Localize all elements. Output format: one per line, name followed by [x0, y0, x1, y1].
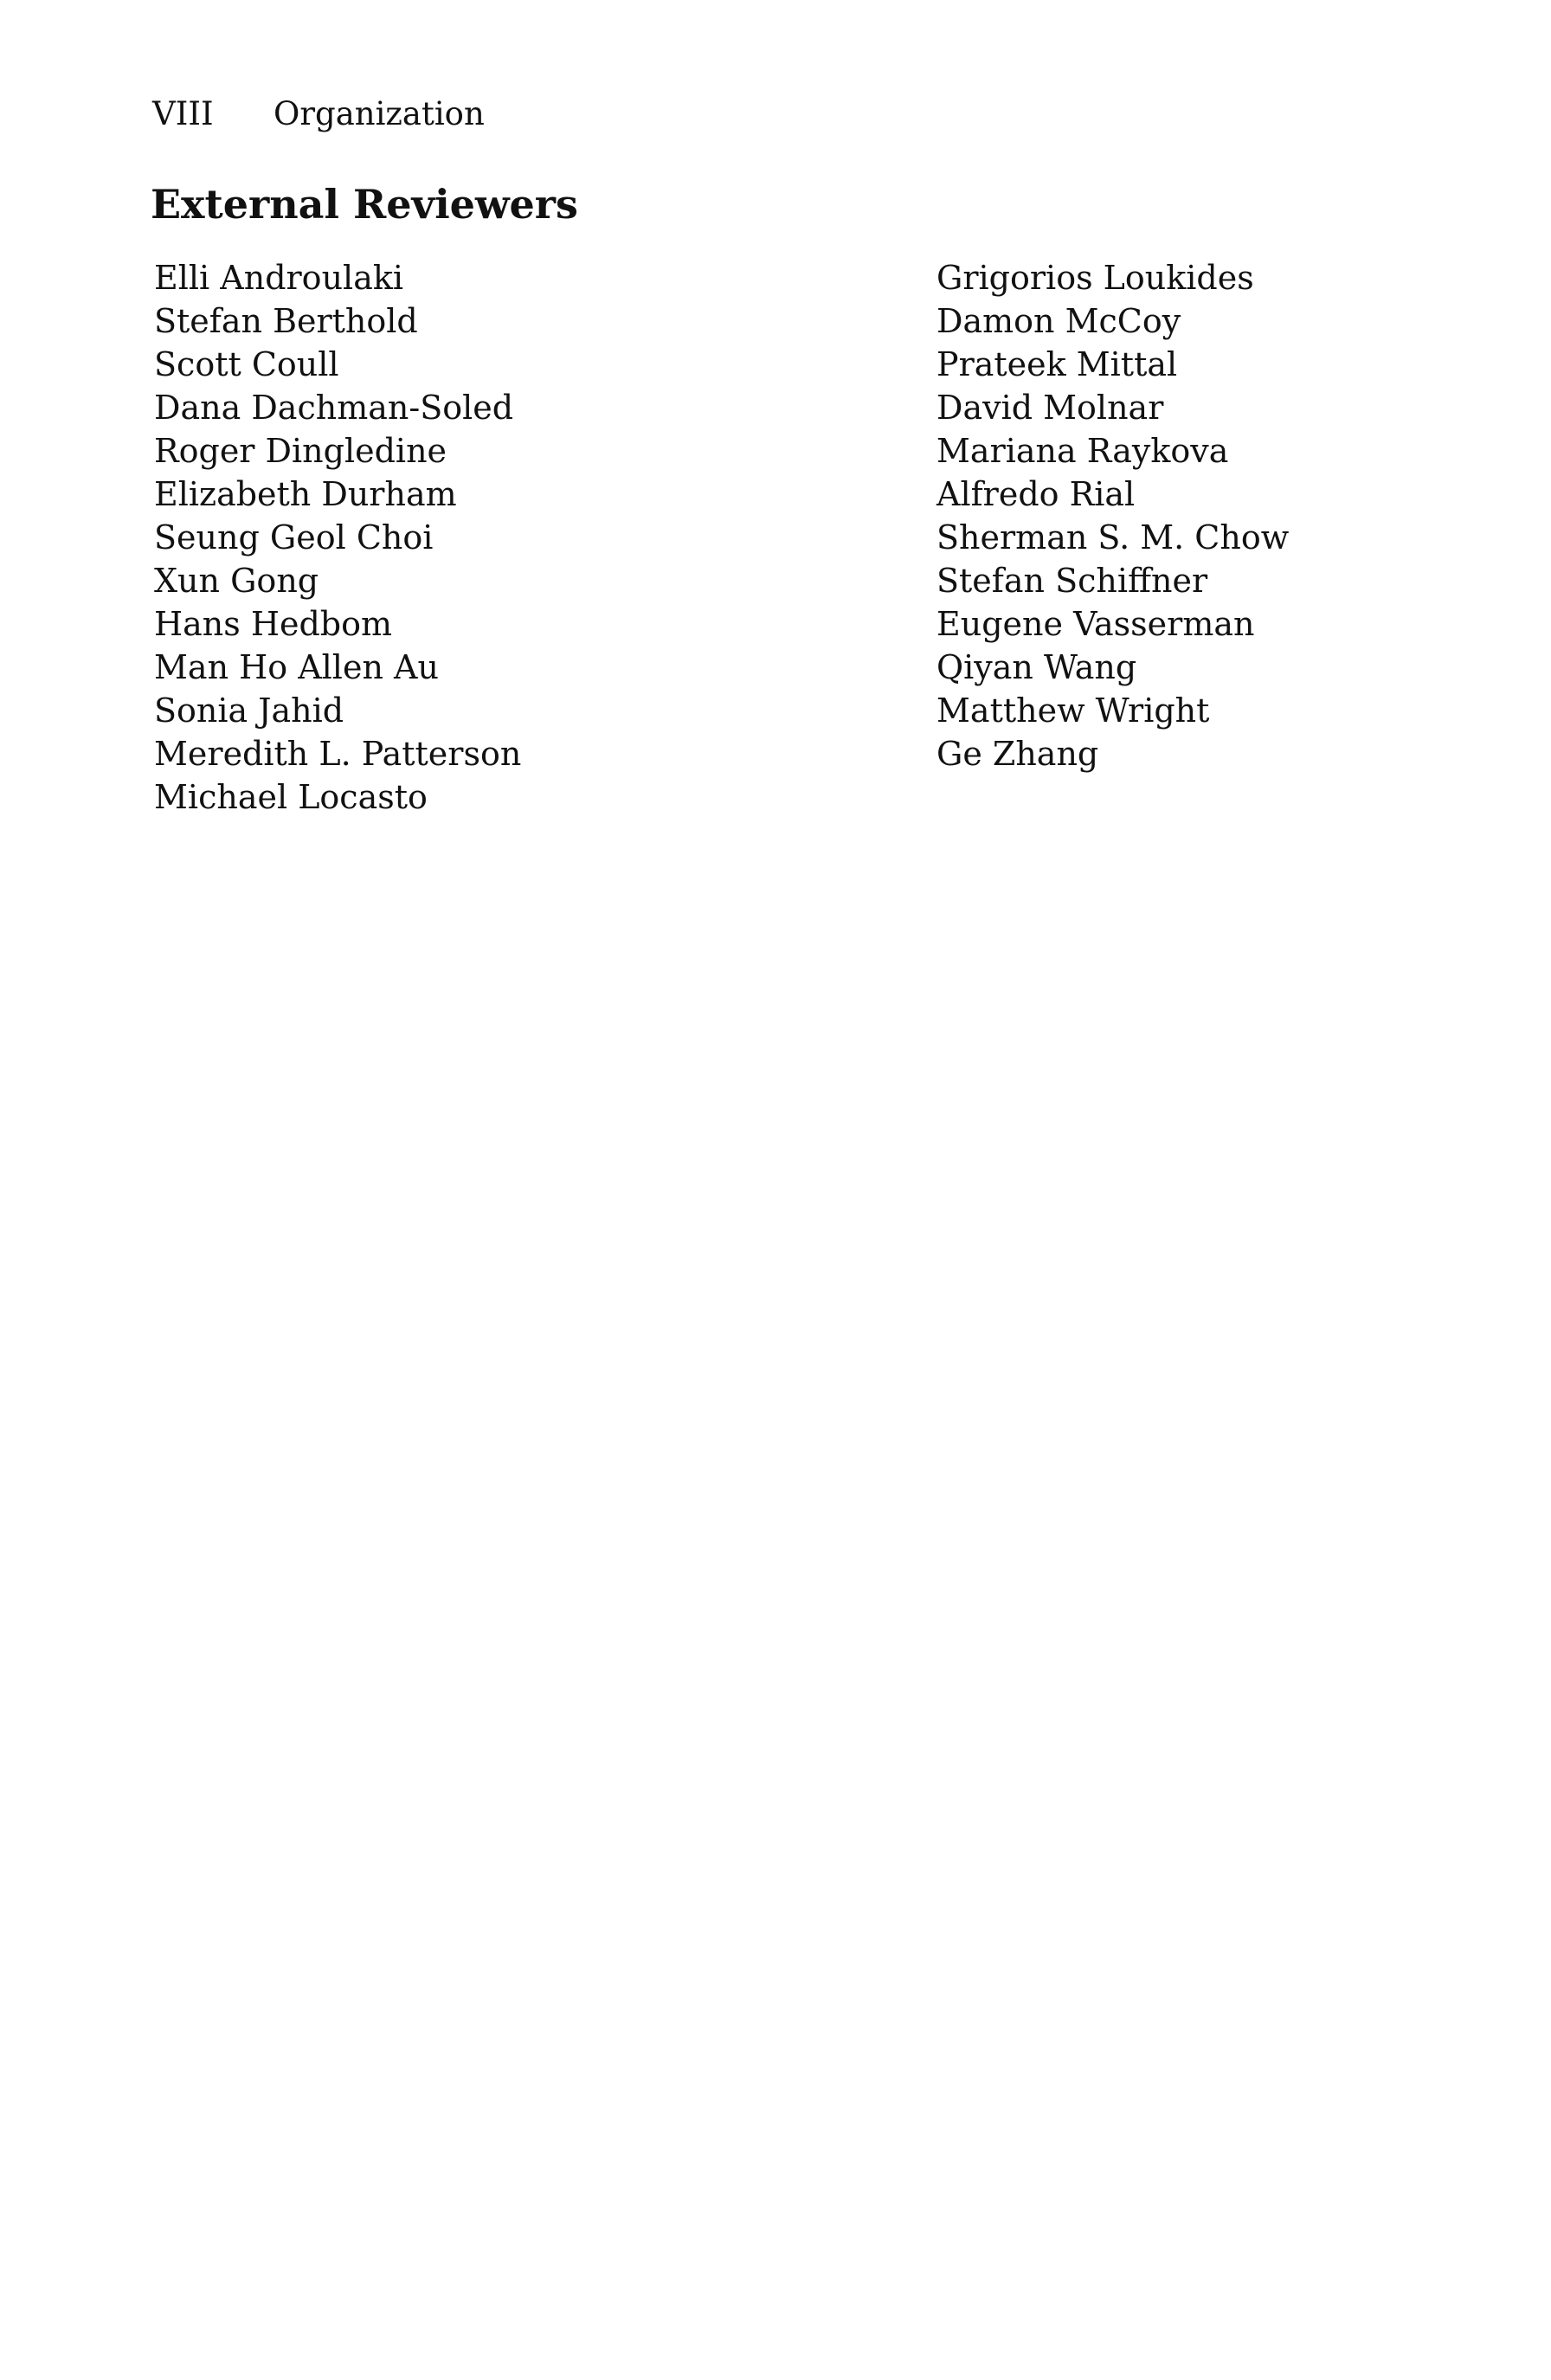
reviewer-name: Scott Coull	[154, 345, 339, 383]
reviewers-right-column	[936, 256, 1289, 775]
reviewer-name: Mariana Raykova	[936, 432, 1229, 470]
reviewer-name: Ge Zhang	[936, 735, 1099, 773]
reviewer-name: Elizabeth Durham	[154, 475, 457, 513]
reviewer-name: Damon McCoy	[936, 302, 1181, 340]
reviewer-name: Qiyan Wang	[936, 648, 1137, 686]
reviewer-name: Prateek Mittal	[936, 345, 1178, 383]
reviewer-name: Sherman S. M. Chow	[936, 518, 1290, 556]
reviewer-name: Man Ho Allen Au	[154, 648, 439, 686]
reviewer-name: Elli Androulaki	[154, 259, 404, 297]
reviewer-name: Alfredo Rial	[936, 475, 1136, 513]
reviewer-name: Michael Locasto	[154, 778, 428, 816]
reviewer-name: Dana Dachman-Soled	[154, 389, 514, 427]
reviewer-name: Stefan Schiffner	[936, 562, 1208, 600]
reviewer-name: Grigorios Loukides	[936, 259, 1254, 297]
reviewer-name: Eugene Vasserman	[936, 605, 1255, 643]
running-head	[152, 93, 485, 135]
reviewer-name: Hans Hedbom	[154, 605, 393, 643]
reviewer-name: Seung Geol Choi	[154, 518, 434, 556]
reviewer-name: Xun Gong	[154, 562, 319, 600]
section-title: External Reviewers	[151, 181, 578, 228]
page-number: VIII	[152, 95, 214, 132]
reviewers-left-column	[154, 256, 521, 819]
reviewer-name: Roger Dingledine	[154, 432, 447, 470]
reviewer-name: David Molnar	[936, 389, 1164, 427]
reviewer-name: Matthew Wright	[936, 691, 1210, 730]
reviewer-name: Stefan Berthold	[154, 302, 418, 340]
reviewer-name: Sonia Jahid	[154, 691, 344, 730]
running-title: Organization	[274, 95, 485, 132]
reviewer-name: Meredith L. Patterson	[154, 735, 522, 773]
